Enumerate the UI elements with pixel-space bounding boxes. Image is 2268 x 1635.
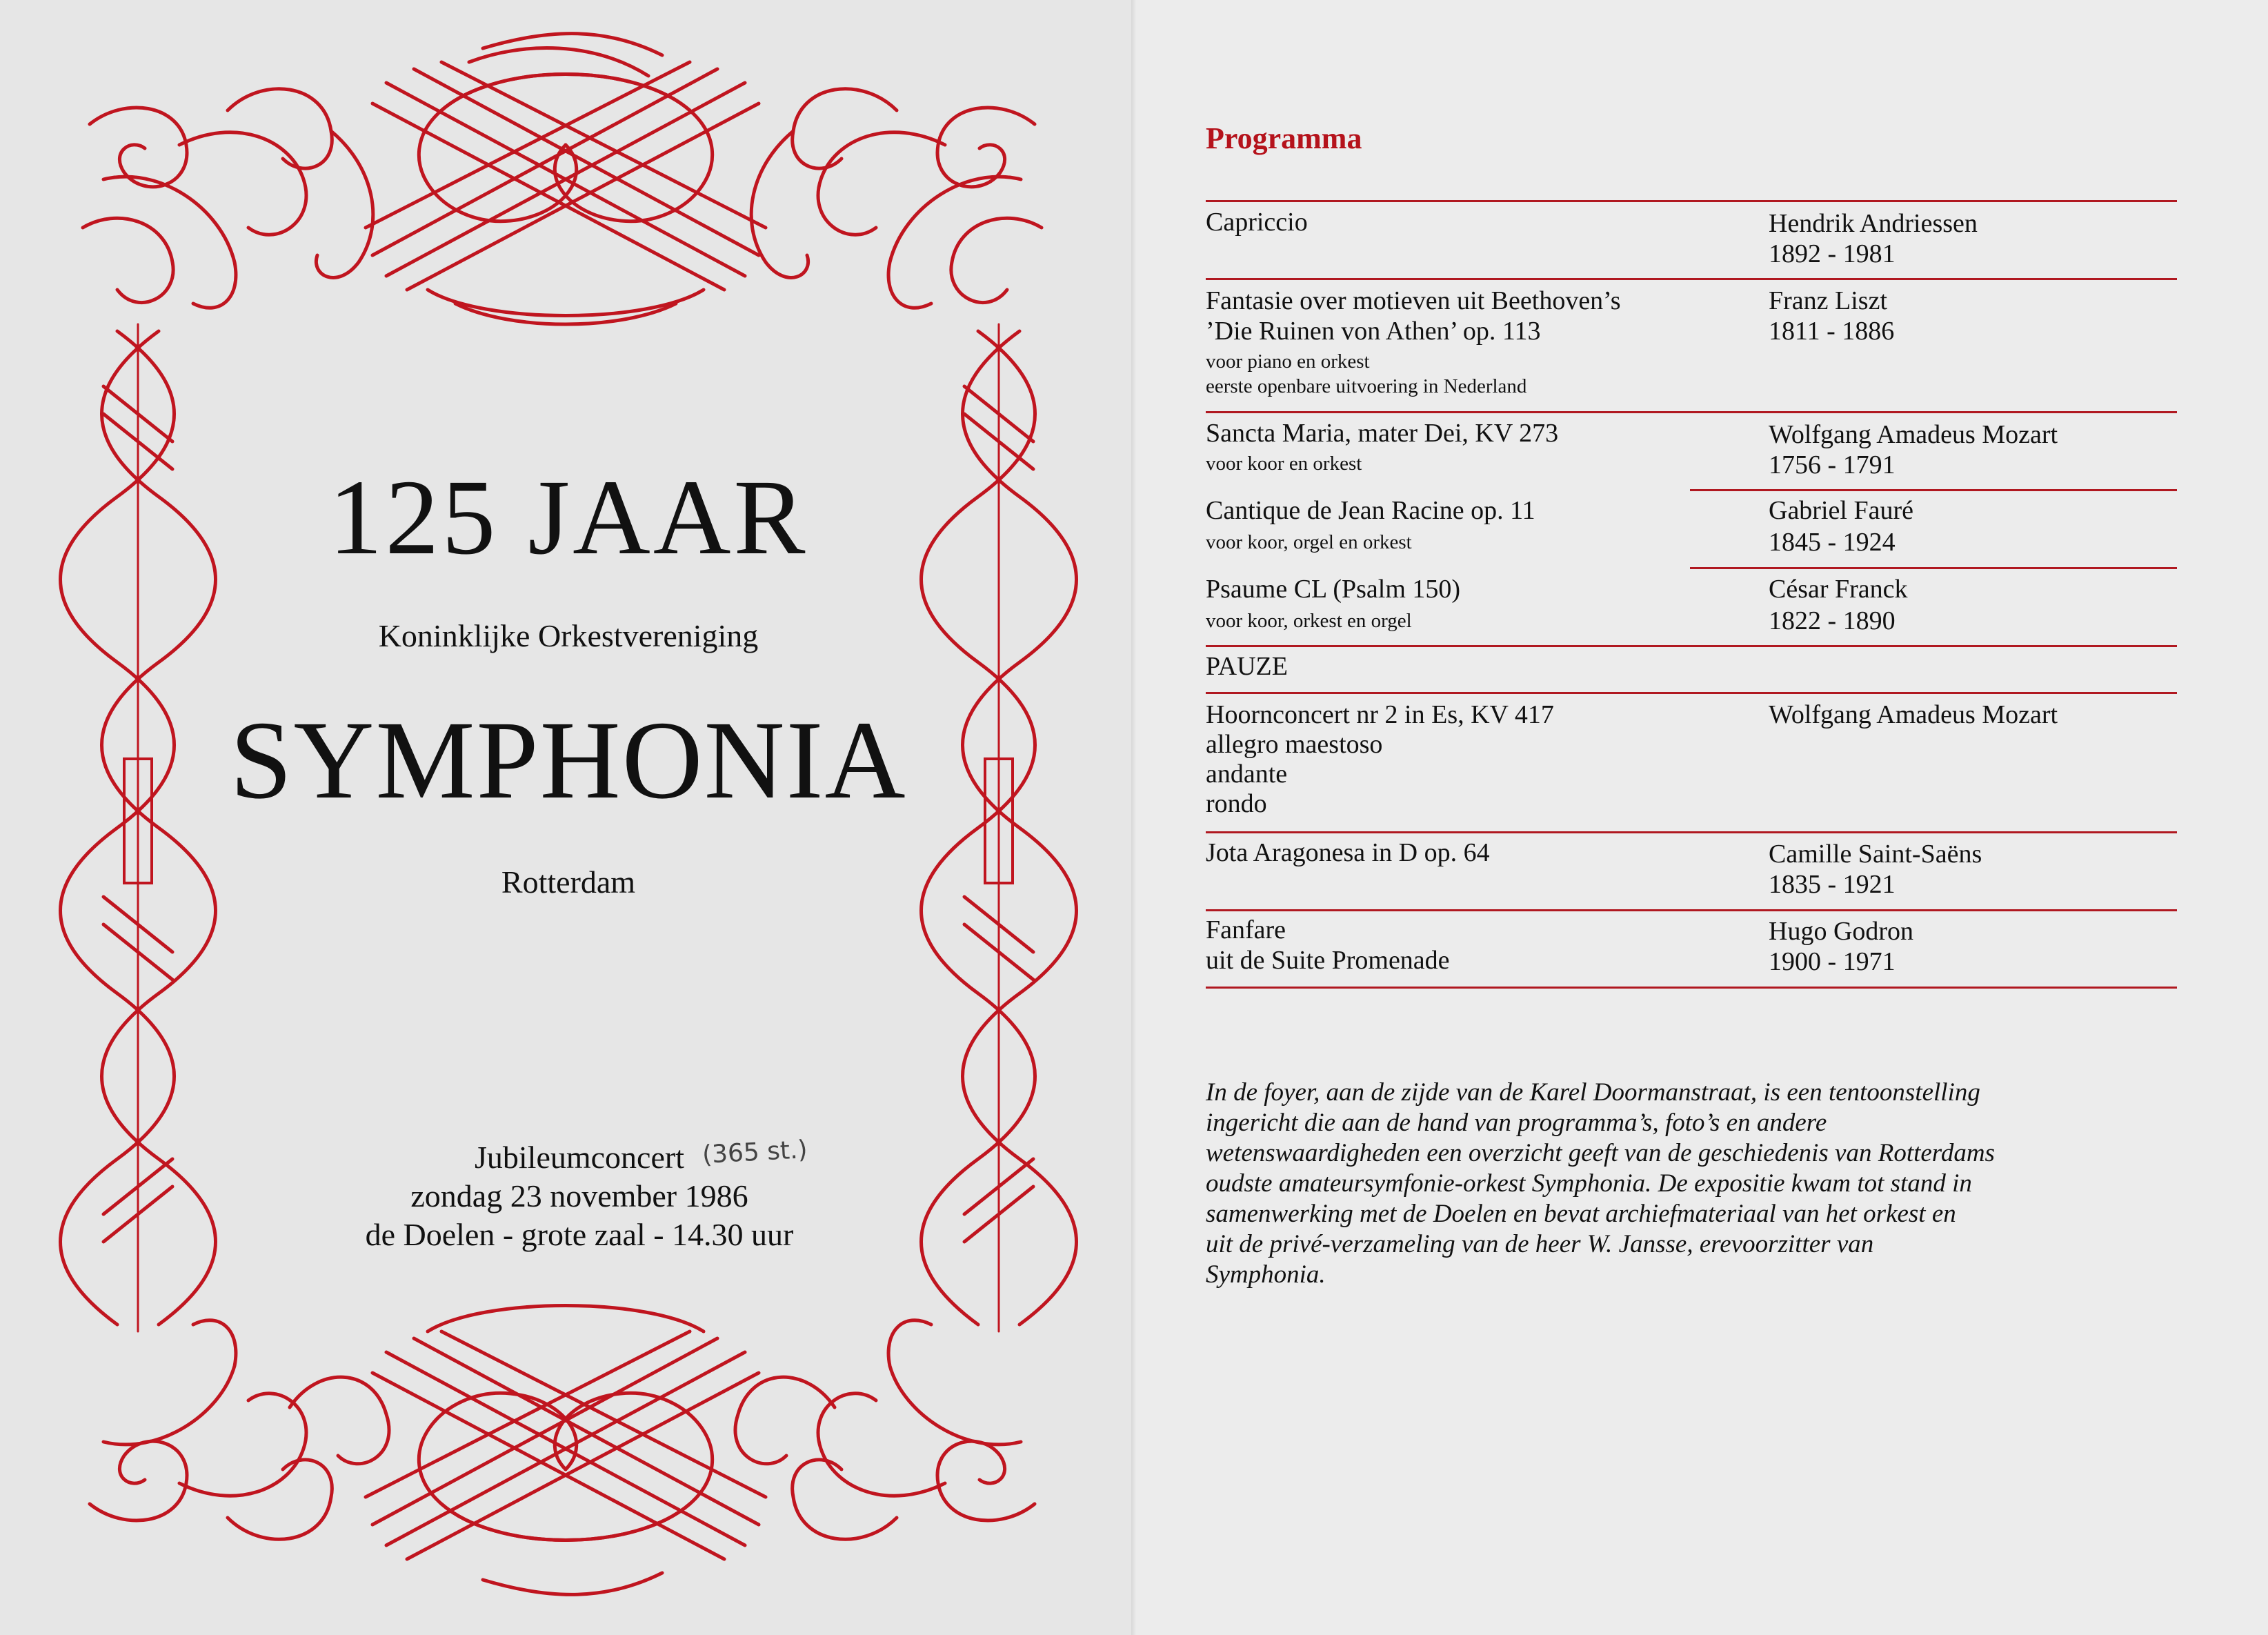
composer-years: 1900 - 1971 [1769, 947, 1896, 976]
divider [1206, 987, 2177, 989]
composer-name: Wolfgang Amadeus Mozart [1769, 700, 2058, 729]
composer-years: 1845 - 1924 [1769, 528, 1896, 557]
composer-years: 1822 - 1890 [1769, 606, 1896, 635]
divider [1206, 692, 2177, 694]
composer-name: Hugo Godron [1769, 917, 1914, 946]
piece-title: Capriccio [1206, 208, 1308, 237]
movement: allegro maestoso [1206, 730, 1383, 759]
note-line: samenwerking met de Doelen en bevat archiefmateriaal van het orkest en [1206, 1200, 1956, 1228]
composer-years: 1756 - 1791 [1769, 450, 1896, 479]
piece-note: voor koor, orgel en orkest [1206, 531, 1412, 553]
intermission-label: PAUZE [1206, 652, 1288, 681]
note-line: Symphonia. [1206, 1260, 1326, 1289]
concert-line: de Doelen - grote zaal - 14.30 uur [365, 1217, 794, 1252]
divider [1206, 200, 2177, 202]
note-line: wetenswaardigheden een overzicht geeft van de geschiedenis van Rotterdams [1206, 1139, 1995, 1167]
composer-name: Camille Saint-Saëns [1769, 840, 1982, 869]
piece-title: Sancta Maria, mater Dei, KV 273 [1206, 419, 1559, 448]
divider [1690, 489, 2177, 491]
piece-note: voor piano en orkest [1206, 350, 1370, 373]
composer-years: 1811 - 1886 [1769, 317, 1895, 346]
piece-title: ’Die Ruinen von Athen’ op. 113 [1206, 317, 1541, 346]
note-line: uit de privé-verzameling van de heer W. Jansse, erevoorzitter van [1206, 1230, 1874, 1258]
divider [1206, 645, 2177, 647]
composer-years: 1892 - 1981 [1769, 239, 1896, 268]
programme-heading: Programma [1206, 121, 1362, 155]
handwritten-note: (365 st.) [702, 1136, 808, 1169]
divider [1206, 909, 2177, 911]
orchestra-name: SYMPHONIA [230, 699, 907, 822]
composer-name: César Franck [1769, 575, 1908, 604]
piece-title: Cantique de Jean Racine op. 11 [1206, 496, 1535, 525]
divider [1690, 567, 2177, 569]
piece-title: Fanfare [1206, 915, 1286, 944]
concert-line: Jubileumconcert [474, 1140, 684, 1175]
piece-note: eerste openbare uitvoering in Nederland [1206, 375, 1527, 397]
concert-line: zondag 23 november 1986 [410, 1178, 748, 1213]
cover-title: 125 JAAR [328, 457, 808, 577]
composer-name: Hendrik Andriessen [1769, 209, 1978, 238]
divider [1206, 831, 2177, 833]
piece-title: Hoornconcert nr 2 in Es, KV 417 [1206, 700, 1554, 729]
note-line: oudste amateursymfonie-orkest Symphonia. De expositie kwam tot stand in [1206, 1169, 1972, 1198]
note-line: ingericht die aan de hand van programma’s, foto’s en andere [1206, 1109, 1827, 1137]
divider [1206, 278, 2177, 280]
composer-name: Wolfgang Amadeus Mozart [1769, 420, 2058, 449]
movement: rondo [1206, 789, 1267, 818]
exhibition-note [1206, 1078, 2178, 1290]
divider [1206, 411, 2177, 413]
composer-name: Gabriel Fauré [1769, 496, 1913, 525]
composer-name: Franz Liszt [1769, 286, 1888, 315]
cover-subtitle: Koninklijke Orkestvereniging [378, 618, 759, 653]
piece-title: Fantasie over motieven uit Beethoven’s [1206, 286, 1621, 315]
piece-note: voor koor, orkest en orgel [1206, 610, 1412, 632]
movement: andante [1206, 760, 1288, 789]
piece-title: Psaume CL (Psalm 150) [1206, 575, 1461, 604]
cover-city: Rotterdam [501, 864, 636, 900]
piece-note: voor koor en orkest [1206, 453, 1362, 475]
piece-title: Jota Aragonesa in D op. 64 [1206, 838, 1490, 867]
programme-page [1137, 0, 2268, 1635]
piece-title: uit de Suite Promenade [1206, 946, 1450, 975]
note-line: In de foyer, aan de zijde van de Karel Doormanstraat, is een tentoonstelling [1206, 1078, 1980, 1107]
composer-years: 1835 - 1921 [1769, 870, 1896, 899]
